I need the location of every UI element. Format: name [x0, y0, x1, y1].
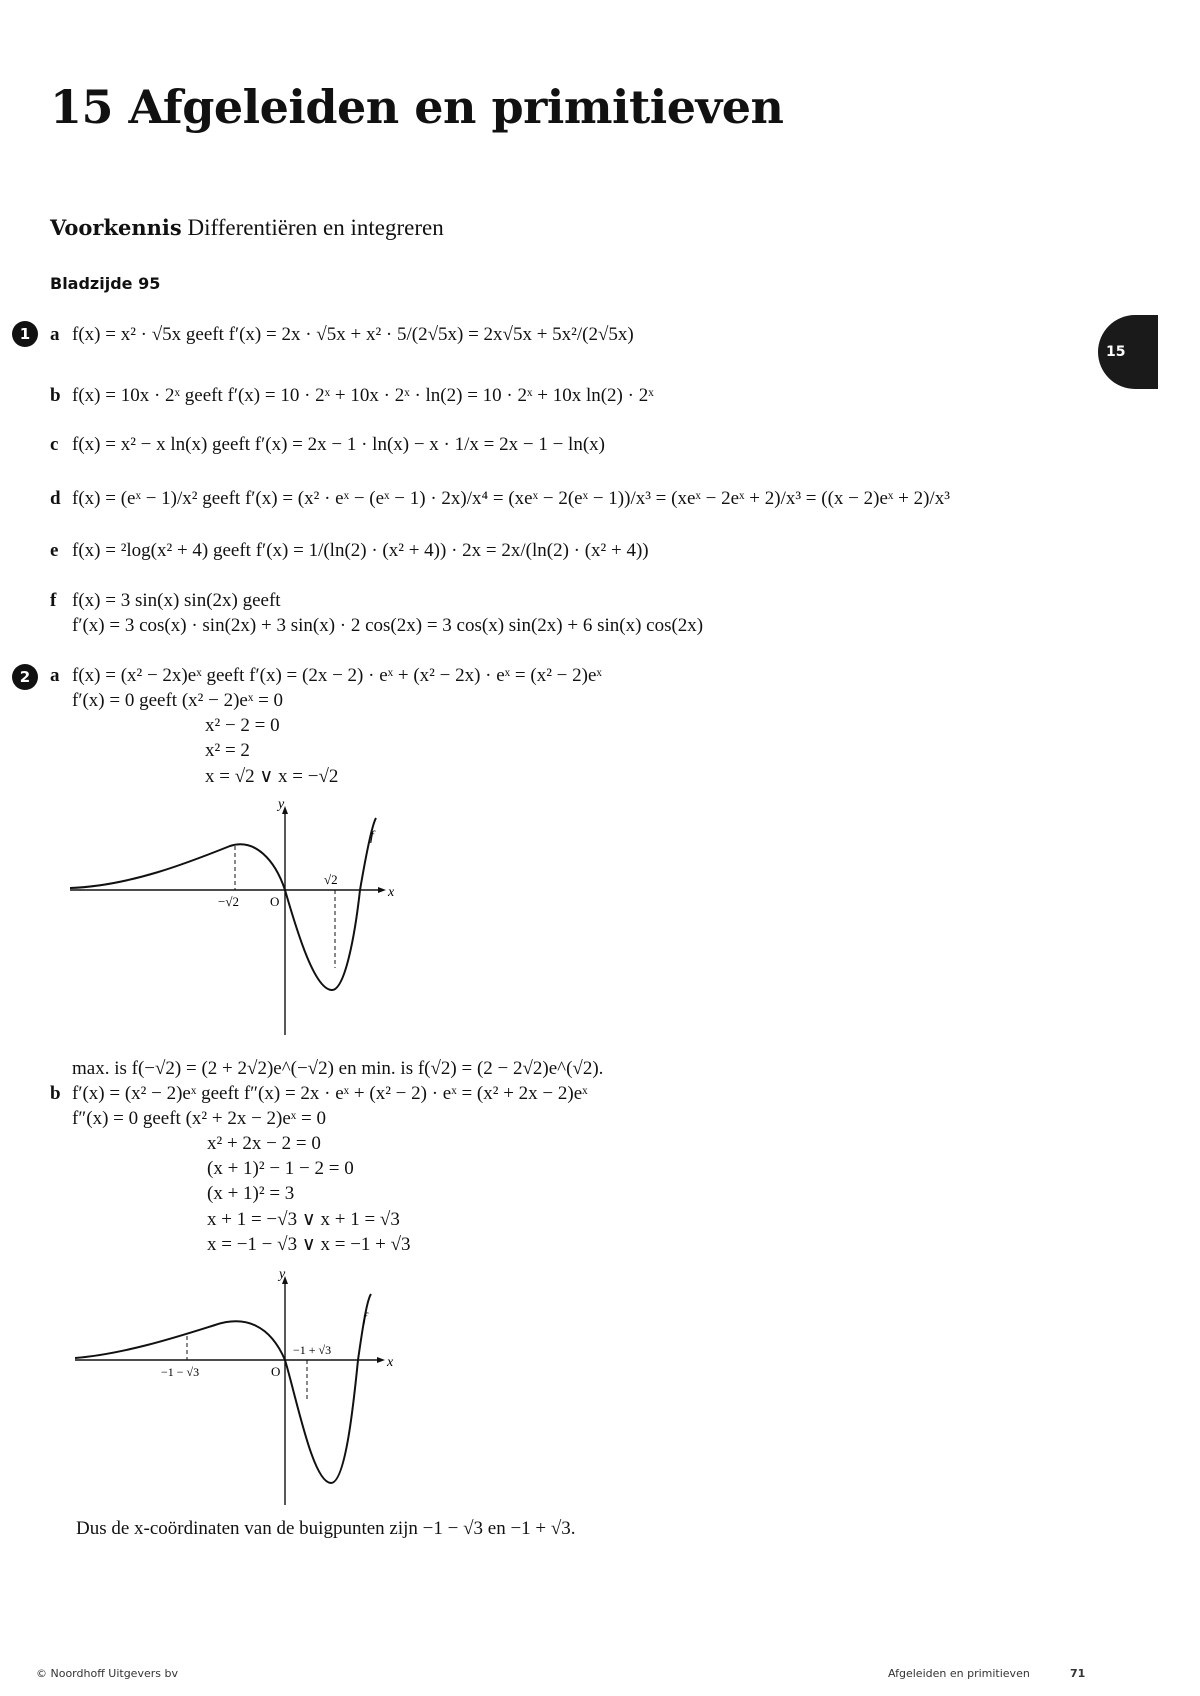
curve-label: f	[363, 1311, 367, 1326]
section-heading-bold: Voorkennis	[50, 215, 182, 240]
page-reference: Bladzijde 95	[50, 274, 161, 293]
answer-1c	[50, 434, 605, 456]
answer-2b-line7: x = −1 − √3 ∨ x = −1 + √3	[207, 1234, 411, 1255]
curve-label: f	[370, 829, 374, 844]
graph-2a	[70, 800, 400, 1040]
answer-2a-conclusion: max. is f(−√2) = (2 + 2√2)e^(−√2) en min. is f(√2) = (2 − 2√2)e^(√2).	[72, 1058, 604, 1079]
answer-1f-line1	[50, 590, 281, 612]
question-number-2: 2	[12, 664, 38, 690]
graph-2b	[75, 1270, 405, 1510]
answer-text: f(x) = x² − x ln(x) geeft f′(x) = 2x − 1 · ln(x) − x · 1/x = 2x − 1 − ln(x)	[72, 434, 605, 455]
answer-1e	[50, 540, 649, 562]
origin-label: O	[271, 1364, 281, 1379]
answer-1f-line2: f′(x) = 3 cos(x) · sin(2x) + 3 sin(x) · 2 cos(2x) = 3 cos(x) sin(2x) + 6 sin(x) cos(2x)	[72, 615, 704, 636]
chapter-thumb-tab	[1098, 315, 1158, 389]
chapter-title: 15 Afgeleiden en primitieven	[50, 80, 784, 134]
answer-letter: d	[50, 488, 61, 509]
answer-letter: f	[50, 590, 57, 611]
answer-1b	[50, 385, 654, 407]
footer-page-number: 71	[1070, 1667, 1086, 1680]
answer-text: f(x) = 3 sin(x) sin(2x) geeft	[72, 590, 281, 611]
section-heading-rest: Differentiëren en integreren	[187, 215, 444, 240]
answer-2b-line1	[50, 1083, 588, 1105]
chapter-thumb-tab-label: 15	[1106, 344, 1126, 360]
answer-text: f′(x) = (x² − 2)eˣ geeft f″(x) = 2x · eˣ + (x² − 2) · eˣ = (x² + 2x − 2)eˣ	[72, 1083, 588, 1104]
y-axis-label: y	[279, 1270, 286, 1282]
answer-text: f(x) = (x² − 2x)eˣ geeft f′(x) = (2x − 2) · eˣ + (x² − 2x) · eˣ = (x² − 2)eˣ	[72, 665, 602, 686]
answer-2b-line4: (x + 1)² − 1 − 2 = 0	[207, 1158, 354, 1179]
answer-letter: e	[50, 540, 59, 561]
answer-letter: a	[50, 324, 60, 345]
answer-2b-line5: (x + 1)² = 3	[207, 1183, 295, 1204]
tick-neg-label: −1 − √3	[161, 1365, 200, 1379]
tick-pos-label: √2	[324, 872, 338, 887]
answer-2a-line3: x² − 2 = 0	[205, 715, 280, 736]
x-axis-arrow	[377, 1357, 385, 1363]
answer-1a	[50, 324, 634, 346]
answer-letter: a	[50, 665, 60, 686]
answer-text: f(x) = x² · √5x geeft f′(x) = 2x · √5x + x² · 5/(2√5x) = 2x√5x + 5x²/(2√5x)	[72, 324, 634, 345]
y-axis-label: y	[278, 800, 285, 812]
answer-2a-line2: f′(x) = 0 geeft (x² − 2)eˣ = 0	[72, 690, 284, 711]
answer-2a-line5: x = √2 ∨ x = −√2	[205, 766, 339, 787]
answer-2b-line2: f″(x) = 0 geeft (x² + 2x − 2)eˣ = 0	[72, 1108, 327, 1129]
answer-text: f(x) = 10x · 2ˣ geeft f′(x) = 10 · 2ˣ + 10x · 2ˣ · ln(2) = 10 · 2ˣ + 10x ln(2) · 2ˣ	[72, 385, 654, 406]
question-number-1: 1	[12, 321, 38, 347]
answer-1d	[50, 488, 950, 510]
x-axis-label: x	[388, 885, 395, 900]
x-axis-label: x	[387, 1355, 394, 1370]
answer-2a-line1	[50, 665, 602, 687]
answer-letter: b	[50, 385, 61, 406]
tick-neg-label: −√2	[218, 894, 239, 909]
tick-pos-label: −1 + √3	[293, 1343, 332, 1357]
answer-text: f(x) = (eˣ − 1)/x² geeft f′(x) = (x² · eˣ − (eˣ − 1) · 2x)/x⁴ = (xeˣ − 2(eˣ − 1))/x³ = (xeˣ − 2eˣ + 2)/x³ = ((x − 2)eˣ + 2)/x³	[72, 488, 950, 509]
answer-letter: b	[50, 1083, 61, 1104]
footer-copyright: © Noordhoff Uitgevers bv	[36, 1667, 178, 1680]
x-axis-arrow	[378, 887, 386, 893]
answer-2a-line4: x² = 2	[205, 740, 250, 761]
answer-letter: c	[50, 434, 59, 455]
section-heading	[50, 215, 444, 241]
answer-2b-line6: x + 1 = −√3 ∨ x + 1 = √3	[207, 1209, 400, 1230]
answer-text: f(x) = ²log(x² + 4) geeft f′(x) = 1/(ln(2) · (x² + 4)) · 2x = 2x/(ln(2) · (x² + 4))	[72, 540, 649, 561]
origin-label: O	[270, 894, 280, 909]
footer-chapter-name: Afgeleiden en primitieven	[888, 1667, 1030, 1680]
answer-2b-conclusion: Dus de x-coördinaten van de buigpunten zijn −1 − √3 en −1 + √3.	[76, 1518, 576, 1539]
answer-2b-line3: x² + 2x − 2 = 0	[207, 1133, 321, 1154]
function-curve	[75, 1294, 371, 1483]
